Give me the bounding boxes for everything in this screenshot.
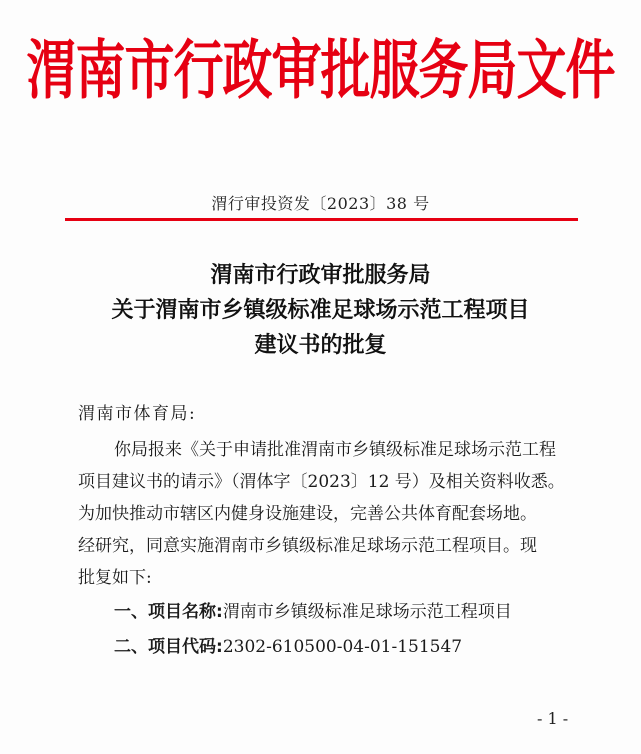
item-project-name [114,602,512,622]
item-label: 一、项目名称: [114,602,223,622]
body-line: 你局报来《关于申请批准渭南市乡镇级标准足球场示范工程 [114,440,556,460]
item-value: 渭南市乡镇级标准足球场示范工程项目 [222,602,512,622]
document-title [0,258,641,363]
body-line: 项目建议书的请示》（渭体字〔2023〕12 号）及相关资料收悉。 [78,472,565,492]
title-line: 建议书的批复 [254,333,387,358]
item-project-code [114,637,462,657]
title-line: 渭南市行政审批服务局 [210,263,431,288]
page-number: - 1 - [537,709,569,728]
body-line: 为加快推动市辖区内健身设施建设，完善公共体育配套场地。 [78,504,537,524]
document-number: 渭行审投资发〔2023〕38 号 [211,194,430,213]
body-line: 经研究，同意实施渭南市乡镇级标准足球场示范工程项目。现 [78,536,537,556]
salutation: 渭南市体育局: [78,404,197,424]
title-line: 关于渭南市乡镇级标准足球场示范工程项目 [111,298,530,323]
masthead-title: 渭南市行政审批服务局文件 [26,33,615,109]
item-value: 2302-610500-04-01-151547 [222,637,463,657]
item-label: 二、项目代码: [114,637,223,657]
body-paragraph [78,434,578,594]
red-separator-line [65,218,578,221]
body-line: 批复如下: [78,568,152,588]
